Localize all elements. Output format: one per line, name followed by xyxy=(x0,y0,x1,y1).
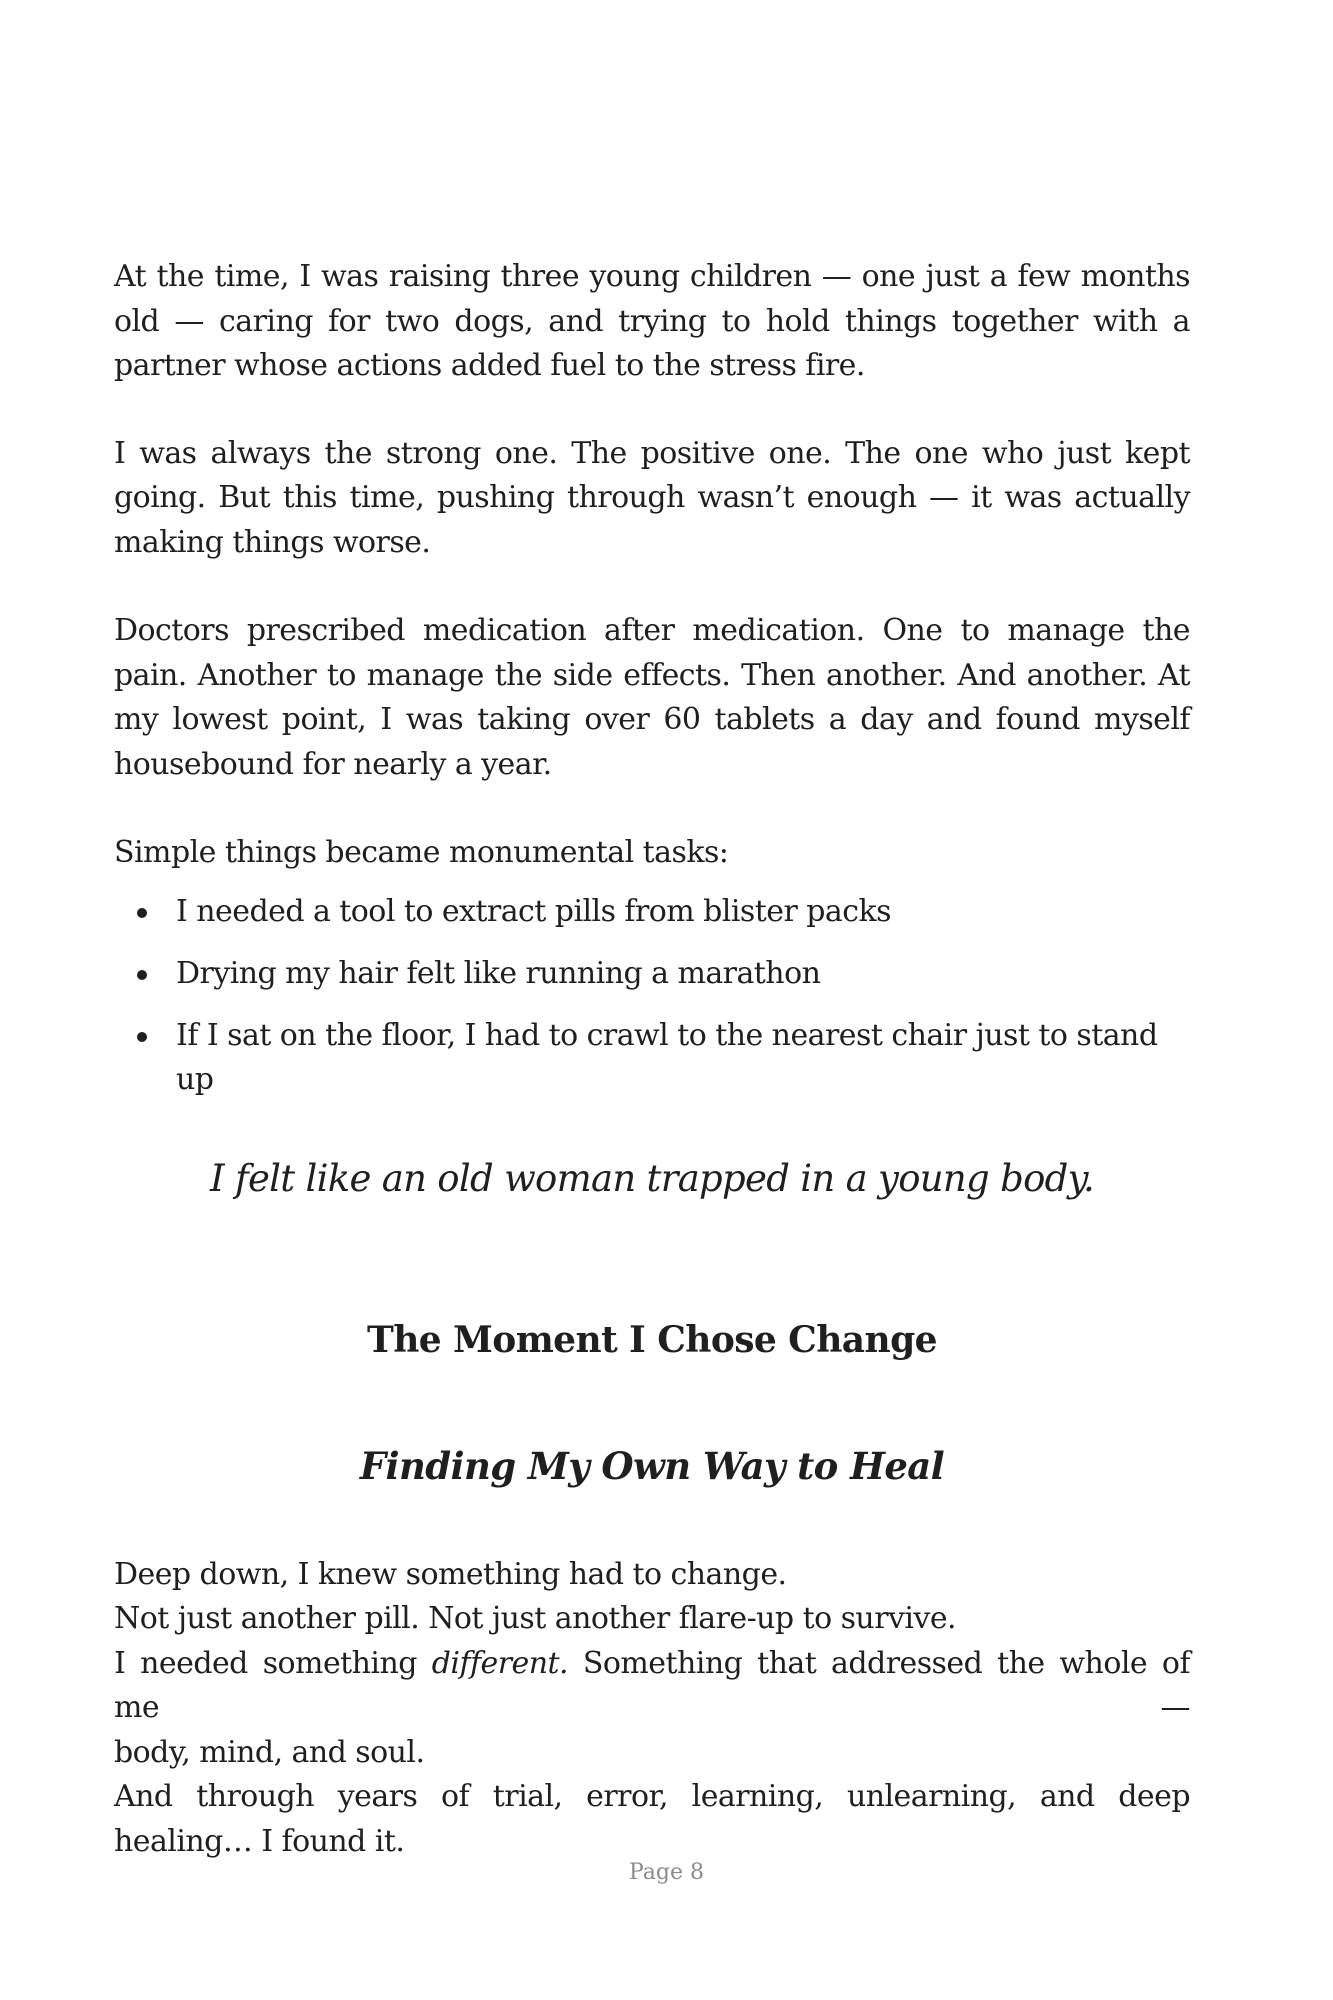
bullet-icon xyxy=(137,1032,147,1042)
page-number: Page 8 xyxy=(628,1860,705,1885)
section-heading: The Moment I Chose Change xyxy=(367,1318,937,1361)
list-item xyxy=(114,890,1190,934)
pull-quote: I felt like an old woman trapped in a young body. xyxy=(209,1156,1094,1200)
closing-line-4: body, mind, and soul. xyxy=(114,1734,425,1770)
list-item-text: If I sat on the floor, I had to crawl to the nearest chair just to stand up xyxy=(176,1017,1158,1097)
paragraph-strong-one: I was always the strong one. The positive one. The one who just kept going. But this time, pushing through wasn’t enough — it was actually making things worse. xyxy=(114,435,1190,560)
list-item xyxy=(114,1014,1190,1102)
page-content xyxy=(114,255,1190,1864)
closing-line-2: Not just another pill. Not just another flare-up to survive. xyxy=(114,1601,957,1636)
list-item-text: Drying my hair felt like running a marathon xyxy=(176,955,821,991)
task-list xyxy=(114,890,1190,1102)
closing-paragraph xyxy=(114,1553,1190,1865)
bullet-icon xyxy=(137,970,147,980)
paragraph-family-context: At the time, I was raising three young children — one just a few months old — caring for two dogs, and trying to hold things together with a partner whose actions added fuel to the stress fire. xyxy=(114,259,1190,383)
list-item xyxy=(114,952,1190,996)
paragraph-simple-things: Simple things became monumental tasks: xyxy=(114,835,729,870)
closing-line-3-start: I needed something xyxy=(114,1645,432,1681)
emphasis-different: different. xyxy=(431,1645,569,1681)
list-item-text: I needed a tool to extract pills from blister packs xyxy=(176,893,891,929)
closing-line-3 xyxy=(114,1642,1190,1731)
bullet-icon xyxy=(137,908,147,918)
closing-line-5: And through years of trial, error, learning, unlearning, and deep healing… I found it. xyxy=(114,1779,1190,1859)
section-subheading: Finding My Own Way to Heal xyxy=(359,1443,945,1488)
closing-line-3-end: Something that addressed the whole of me — xyxy=(114,1645,1190,1725)
paragraph-medication: Doctors prescribed medication after medication. One to manage the pain. Another to manage the side effects. Then another. And another. At my lowest point, I was taking over 60 tablets a day and found myself housebound for nearly a year. xyxy=(114,613,1190,782)
closing-line-1: Deep down, I knew something had to change. xyxy=(114,1556,787,1592)
